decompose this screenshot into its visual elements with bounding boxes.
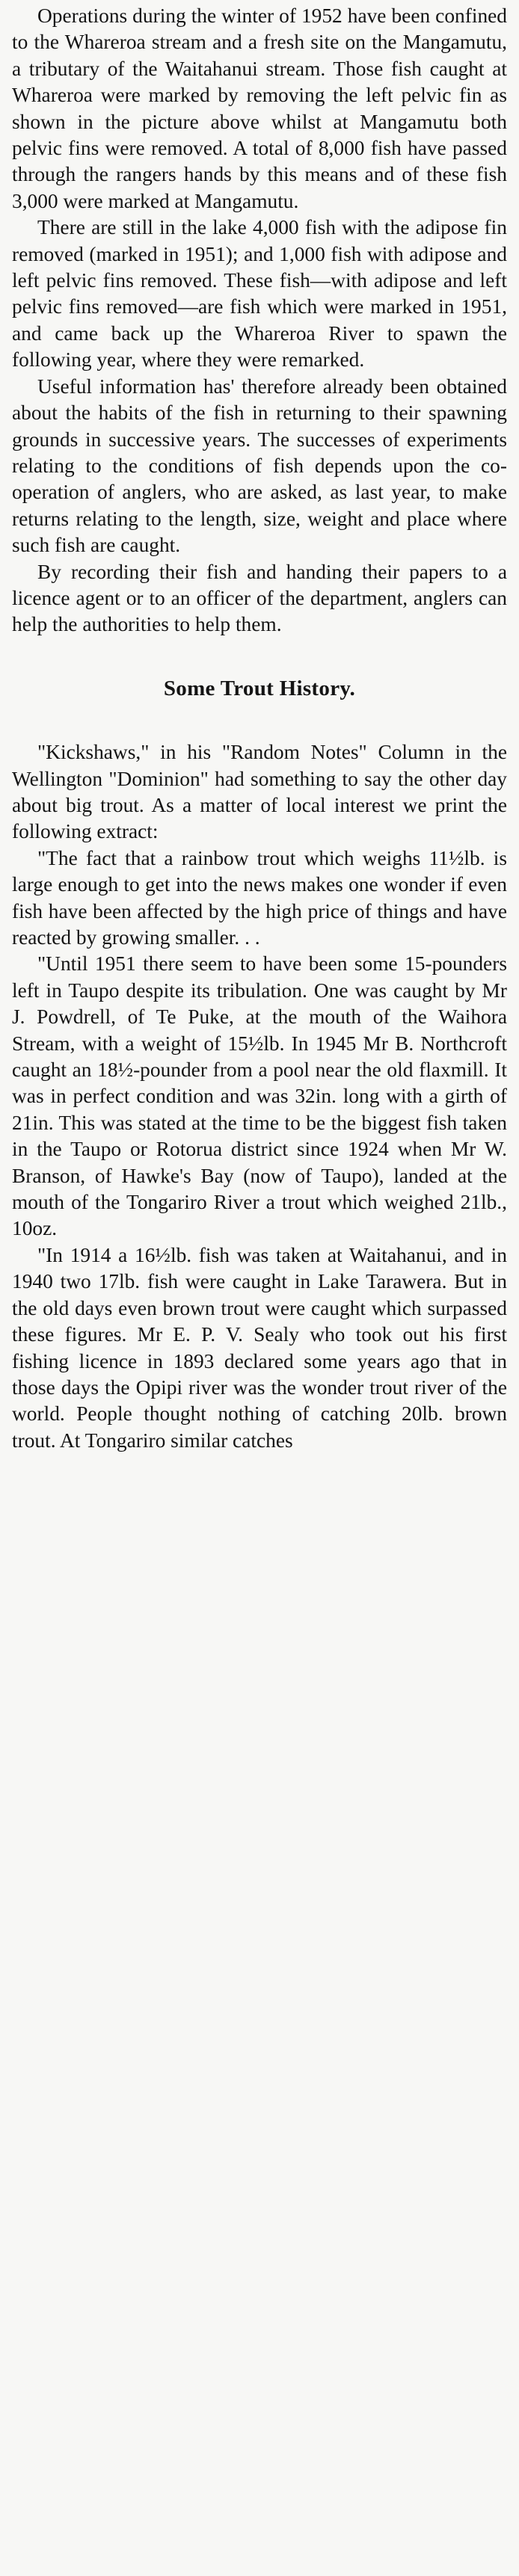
- article-paragraph: "Until 1951 there seem to have been some 15-pounders left in Taupo despite its tribulation. One was caught by Mr J. Powdrell, of Te Puke, at the mouth of the Waihora Stream, with a weight of 15½lb. In 1945 Mr B. Northcroft caught an 18½-pounder from a pool near the old flaxmill. It was in perfect condition and was 32in. long with a girth of 21in. This was stated at the time to be the biggest fish taken in the Taupo or Rotorua district since 1924 when Mr W. Branson, of Hawke's Bay (now of Taupo), landed at the mouth of the Tongariro River a trout which weighed 21lb., 10oz.: [12, 952, 507, 1240]
- article-paragraph: Useful information has' therefore already been obtained about the habits of the fish in returning to their spawning grounds in successive years. The successes of experiments relating to the conditions of fish depends upon the co-operation of anglers, who are asked, as last year, to make returns relating to the length, size, weight and place where such fish are caught.: [12, 375, 507, 557]
- article-paragraph: "Kickshaws," in his "Random Notes" Column in the Wellington "Dominion" had something to say the other day about big trout. As a matter of local interest we print the following extract:: [12, 741, 507, 843]
- article-paragraph: By recording their fish and handing their papers to a licence agent or to an officer of the department, anglers can help the authorities to help them.: [12, 560, 507, 636]
- article-paragraph: "The fact that a rainbow trout which weighs 11½lb. is large enough to get into the news makes one wonder if even fish have been affected by the high price of things and have reacted by growing smaller. . .: [12, 846, 507, 949]
- article-column: [12, 3, 507, 1454]
- article-paragraph: There are still in the lake 4,000 fish with the adipose fin removed (marked in 1951); and 1,000 fish with adipose and left pelvic fins removed. These fish—with adipose and left pelvic fins removed—are fish which were marked in 1951, and came back up the Whareroa River to spawn the following year, where they were remarked.: [12, 216, 507, 372]
- section-heading: Some Trout History.: [163, 676, 356, 700]
- article-paragraph: Operations during the winter of 1952 have been confined to the Whareroa stream and a fresh site on the Mangamutu, a tributary of the Waitahanui stream. Those fish caught at Whareroa were marked by removing the left pelvic fin as shown in the picture above whilst at Mangamutu both pelvic fins were removed. A total of 8,000 fish have passed through the rangers hands by this means and of these fish 3,000 were marked at Mangamutu.: [12, 4, 507, 212]
- article-paragraph: "In 1914 a 16½lb. fish was taken at Waitahanui, and in 1940 two 17lb. fish were caught in Lake Tarawera. But in the old days even brown trout were caught which surpassed these figures. Mr E. P. V. Sealy who took out his first fishing licence in 1893 declared some years ago that in those days the Opipi river was the wonder trout river of the world. People thought nothing of catching 20lb. brown trout. At Tongariro similar catches: [12, 1243, 507, 1452]
